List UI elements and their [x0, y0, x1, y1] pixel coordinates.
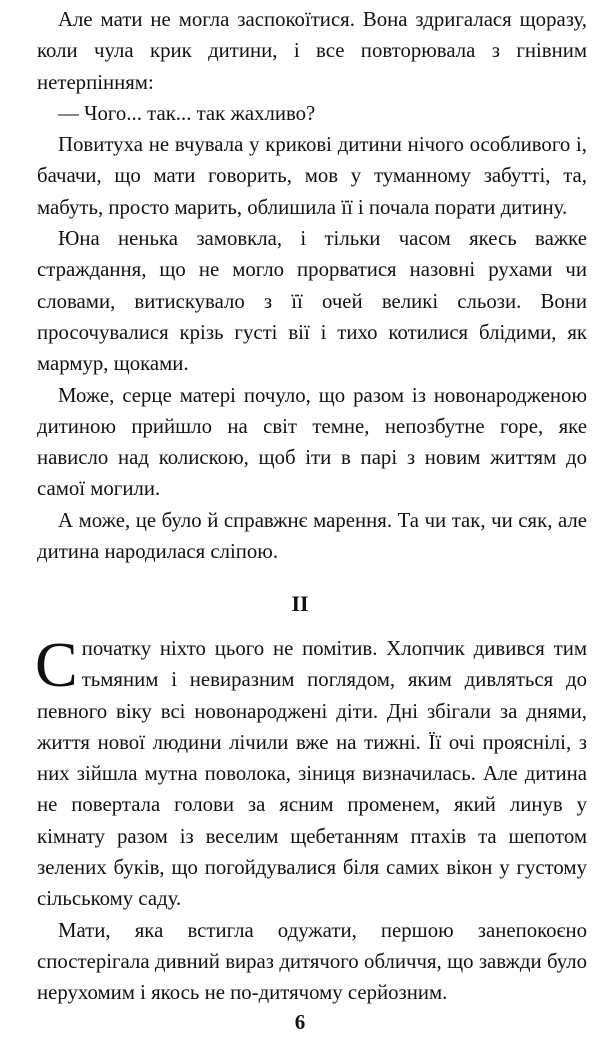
paragraph: Але мати не могла заспокоїтися. Вона здригалася щоразу, коли чула крик дитини, і все повторювала з гнівним нетерпінням:	[37, 8, 587, 94]
paragraph: Повитуха не вчувала у крикові дитини нічого особливого і, бачачи, що мати говорить, мов у туманному забутті, та, мабуть, просто марить, облишила її і почала порати дитину.	[37, 133, 587, 219]
page-number: 6	[294, 1010, 306, 1034]
paragraph: А може, це було й справжнє марення. Та чи так, чи сяк, але дитина народилася сліпою.	[37, 508, 587, 564]
drop-cap: С	[35, 629, 78, 700]
paragraph: Юна ненька замовкла, і тільки часом якесь важке страждання, що не могло прорватися назовні рухами чи словами, витискувало з її очей великі сльози. Вони просочувалися крізь густі вії і тихо котилися блідими, як мармур, щоками.	[37, 227, 587, 376]
paragraph: Може, серце матері почуло, що разом із новонародженою дитиною прийшло на світ темне, непозбутне горе, яке нависло над колискою, щоб іти в парі з новим життям до самої могили.	[37, 383, 587, 501]
chapter-heading: II	[291, 591, 309, 616]
section-1	[37, 4, 587, 567]
paragraph-text: початку ніхто цього не помітив. Хлопчик дивився тим тьмяним і невиразним поглядом, яким дивляться до певного віку всі новонароджені діти. Дні збігали за днями, життя нової людини лічили вже на тижні. Її очі прояснілі, з них зійшла мутна поволока, зіниця визначилась. Але дитина не повертала голови за ясним променем, який линув у кімнату разом із веселим щебетанням птахів та шепотом зелених буків, що погойдувалися біля самих вікон у густому сільському саду.	[37, 637, 587, 911]
paragraph: — Чого... так... так жахливо?	[58, 101, 316, 125]
section-2	[35, 629, 587, 1009]
paragraph: Мати, яка встигла одужати, першою занепокоєно спостерігала дивний вираз дитячого обличчя, що завжди було нерухомим і якось не по-дитячому серйозним.	[37, 918, 587, 1005]
paragraph	[35, 629, 587, 915]
